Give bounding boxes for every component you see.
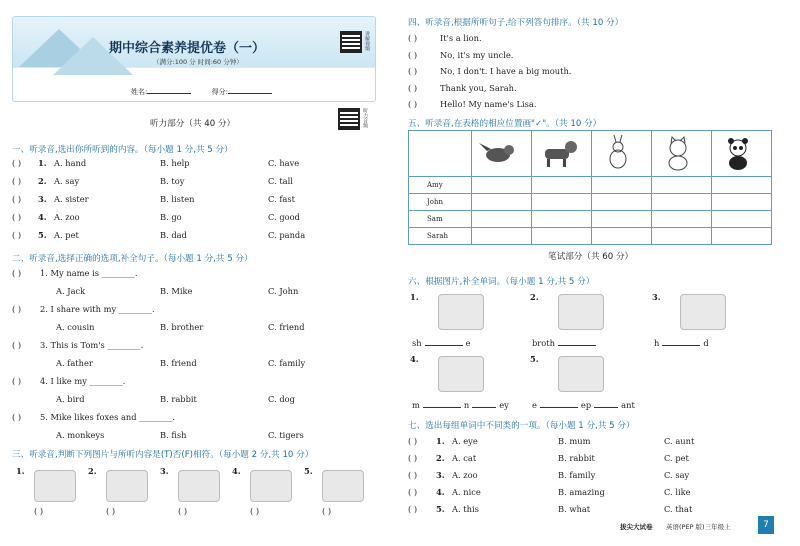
tick-cell[interactable] <box>592 211 652 228</box>
item-number: 1. <box>436 436 445 446</box>
answer-paren[interactable]: ( ) <box>12 158 22 168</box>
answer-paren[interactable]: ( ) <box>408 504 418 514</box>
tick-cell[interactable] <box>652 211 712 228</box>
animal-cell <box>532 131 592 177</box>
answer-sentence: No, it's my uncle. <box>440 49 514 60</box>
option-c[interactable]: C. good <box>268 212 300 222</box>
table-corner <box>409 131 472 177</box>
answer-paren[interactable]: ( ) <box>12 194 22 204</box>
picture-number: 1. <box>16 466 25 476</box>
boy-picture <box>106 470 148 502</box>
tick-cell[interactable] <box>472 177 532 194</box>
word-middle: n <box>463 400 470 410</box>
option-b[interactable]: B. Mike <box>160 286 193 296</box>
answer-paren[interactable]: ( ) <box>12 304 22 314</box>
option-c[interactable]: C. like <box>664 487 691 497</box>
dog-icon <box>533 133 583 173</box>
animal-cell <box>652 131 712 177</box>
item-number: 3. <box>38 194 47 204</box>
blank-line[interactable] <box>594 407 618 408</box>
word-blank[interactable] <box>412 400 509 410</box>
answer-paren[interactable]: ( ) <box>408 436 418 446</box>
blank-line[interactable] <box>425 345 463 346</box>
tick-cell[interactable] <box>652 177 712 194</box>
option-a[interactable]: A. this <box>452 504 479 514</box>
option-a[interactable]: A. cat <box>452 453 477 463</box>
qr-code-icon[interactable] <box>340 31 362 53</box>
animal-cell <box>592 131 652 177</box>
answer-sentence: Hello! My name's Lisa. <box>440 99 537 109</box>
word-blank[interactable] <box>412 338 471 348</box>
item-number: 5. <box>436 504 445 514</box>
word-blank[interactable] <box>532 400 635 410</box>
picture-number: 2. <box>530 292 539 302</box>
option-c[interactable]: C. tigers <box>268 430 304 440</box>
table-row <box>409 177 772 194</box>
option-a[interactable]: A. pet <box>54 230 79 240</box>
word-suffix: d <box>703 338 709 348</box>
children-picture <box>250 470 292 502</box>
table-row <box>409 194 772 211</box>
option-c[interactable]: C. dog <box>268 394 295 404</box>
qr-label: 听力音频 <box>362 108 368 128</box>
cat-icon <box>653 133 703 173</box>
tick-cell[interactable] <box>592 194 652 211</box>
picture-number: 5. <box>530 354 539 364</box>
word-prefix: m <box>412 400 420 410</box>
question-text: 2. I share with my ________. <box>40 304 155 314</box>
table-row <box>409 228 772 245</box>
option-b[interactable]: B. amazing <box>558 487 605 497</box>
word-blank[interactable] <box>654 338 709 348</box>
option-c[interactable]: C. family <box>268 358 306 368</box>
paper-title: 期中综合素养提优卷（一） <box>109 41 266 56</box>
hand-picture <box>680 294 726 330</box>
answer-paren[interactable]: ( ) <box>12 176 22 186</box>
tick-table <box>408 130 772 245</box>
answer-paren[interactable]: ( ) <box>408 33 418 43</box>
option-b[interactable]: B. go <box>160 212 182 222</box>
item-number: 3. <box>436 470 445 480</box>
option-a[interactable]: A. Jack <box>56 286 86 296</box>
blank-line[interactable] <box>558 345 596 346</box>
blank-line[interactable] <box>423 407 461 408</box>
option-b[interactable]: B. brother <box>160 322 204 332</box>
option-c[interactable]: C. tall <box>268 176 293 186</box>
option-a[interactable]: A. sister <box>54 194 89 204</box>
word-prefix: h <box>654 338 660 348</box>
option-c[interactable]: C. fast <box>268 194 295 204</box>
question-text: 4. I like my ________. <box>40 376 126 386</box>
word-prefix: sh <box>412 338 422 348</box>
student-name: John <box>409 194 472 211</box>
option-a[interactable]: A. father <box>56 358 93 368</box>
option-c[interactable]: C. say <box>664 470 690 480</box>
brother-picture <box>558 294 604 330</box>
section-6-title: 六、根据图片,补全单词。（每小题 1 分,共 5 分） <box>408 277 595 287</box>
answer-sentence: It's a lion. <box>440 33 482 43</box>
picture-number: 1. <box>410 292 419 302</box>
blank-line[interactable] <box>472 407 496 408</box>
animal-cell <box>712 131 772 177</box>
question-text: 3. This is Tom's ________. <box>40 340 144 350</box>
question-text: 5. Mike likes foxes and ________. <box>40 412 176 422</box>
table-row <box>409 211 772 228</box>
answer-sentence: Thank you, Sarah. <box>440 82 517 93</box>
tick-cell[interactable] <box>472 194 532 211</box>
monkey-picture <box>438 356 484 392</box>
option-b[interactable]: B. listen <box>160 194 195 204</box>
answer-paren[interactable]: ( ) <box>250 506 260 516</box>
picture-number: 5. <box>304 466 313 476</box>
word-prefix: broth <box>532 338 555 348</box>
option-a[interactable]: A. zoo <box>452 470 478 480</box>
qr-label: 讲解视频 <box>364 31 370 51</box>
blank-line[interactable] <box>662 345 700 346</box>
tick-cell[interactable] <box>592 228 652 245</box>
qr-code-icon[interactable] <box>338 108 360 130</box>
picture-number: 2. <box>88 466 97 476</box>
hand-picture <box>34 470 76 502</box>
option-c[interactable]: C. pet <box>664 453 689 463</box>
option-a[interactable]: A. zoo <box>54 212 80 222</box>
footer-book: 英语(PEP 版)三年级上 <box>666 523 731 531</box>
section-4-title: 四、听录音,根据所听句子,给下列答句排序。（共 10 分） <box>408 18 624 28</box>
answer-paren[interactable]: ( ) <box>408 49 418 60</box>
answer-paren[interactable]: ( ) <box>178 506 188 516</box>
answer-paren[interactable]: ( ) <box>408 470 418 480</box>
option-b[interactable]: B. rabbit <box>558 453 595 463</box>
family-sharing-picture <box>438 294 484 330</box>
answer-paren[interactable]: ( ) <box>12 412 22 422</box>
answer-sentence: No, I don't. I have a big mouth. <box>440 66 572 76</box>
answer-paren[interactable]: ( ) <box>408 66 418 76</box>
option-c[interactable]: C. have <box>268 158 300 168</box>
word-middle: ep <box>580 400 592 410</box>
option-b[interactable]: B. fish <box>160 430 187 440</box>
option-c[interactable]: C. that <box>664 504 693 514</box>
item-number: 4. <box>436 487 445 497</box>
footer-series: 拔尖大试卷 <box>620 523 653 531</box>
pig-picture <box>322 470 364 502</box>
tick-cell[interactable] <box>712 211 772 228</box>
option-b[interactable]: B. friend <box>160 358 197 368</box>
paper-info: （满分:100 分 时间:60 分钟） <box>153 58 243 66</box>
word-suffix: ey <box>499 400 509 410</box>
picture-number: 3. <box>652 292 661 302</box>
option-a[interactable]: A. nice <box>452 487 481 497</box>
answer-paren[interactable]: ( ) <box>408 453 418 463</box>
elephant-picture <box>558 356 604 392</box>
word-blank[interactable] <box>532 338 599 348</box>
option-b[interactable]: B. toy <box>160 176 185 186</box>
option-a[interactable]: A. monkeys <box>56 430 105 440</box>
paper-header <box>12 16 376 102</box>
page-number: 7 <box>758 516 774 534</box>
option-b[interactable]: B. what <box>558 504 591 514</box>
option-a[interactable]: A. bird <box>56 394 85 404</box>
student-name: Sarah <box>409 228 472 245</box>
tick-cell[interactable] <box>532 228 592 245</box>
answer-paren[interactable]: ( ) <box>408 487 418 497</box>
answer-paren[interactable]: ( ) <box>34 506 44 516</box>
writing-title: 笔试部分（共 60 分） <box>548 252 634 262</box>
option-b[interactable]: B. rabbit <box>160 394 197 404</box>
answer-paren[interactable]: ( ) <box>12 268 22 278</box>
student-name: Amy <box>409 177 472 194</box>
tick-cell[interactable] <box>472 211 532 228</box>
tick-cell[interactable] <box>712 228 772 245</box>
option-a[interactable]: A. say <box>54 176 80 186</box>
answer-paren[interactable]: ( ) <box>12 376 22 386</box>
listening-title: 听力部分（共 40 分） <box>150 119 236 129</box>
picture-number: 4. <box>410 354 419 364</box>
option-b[interactable]: B. family <box>558 470 596 480</box>
rabbit-icon <box>593 133 643 173</box>
answer-paren[interactable]: ( ) <box>408 99 418 109</box>
option-c[interactable]: C. friend <box>268 322 305 332</box>
tick-cell[interactable] <box>532 177 592 194</box>
tick-cell[interactable] <box>712 177 772 194</box>
question-text: 1. My name is ________. <box>40 268 138 278</box>
student-name: Sam <box>409 211 472 228</box>
item-number: 2. <box>436 453 445 463</box>
panda-icon <box>713 133 763 173</box>
tick-cell[interactable] <box>532 211 592 228</box>
animal-cell <box>472 131 532 177</box>
option-b[interactable]: B. help <box>160 158 190 168</box>
picture-number: 3. <box>160 466 169 476</box>
bird-icon <box>473 133 523 173</box>
tick-cell[interactable] <box>532 194 592 211</box>
option-c[interactable]: C. panda <box>268 230 306 240</box>
option-c[interactable]: C. aunt <box>664 436 695 446</box>
score-label: 得分: <box>211 88 228 96</box>
word-suffix: e <box>465 338 471 348</box>
item-number: 5. <box>38 230 47 240</box>
section-3-title: 三、听录音,判断下列图片与所听内容是(T)否(F)相符。（每小题 2 分,共 10 分） <box>12 450 314 460</box>
tick-cell[interactable] <box>652 228 712 245</box>
option-a[interactable]: A. hand <box>54 158 87 168</box>
option-a[interactable]: A. eye <box>452 436 478 446</box>
name-field[interactable] <box>131 87 272 97</box>
word-suffix: ant <box>621 400 635 410</box>
option-a[interactable]: A. cousin <box>56 322 95 332</box>
section-2-title: 二、听录音,选择正确的选项,补全句子。（每小题 1 分,共 5 分） <box>12 254 253 264</box>
answer-paren[interactable]: ( ) <box>106 506 116 516</box>
picture-number: 4. <box>232 466 241 476</box>
option-c[interactable]: C. John <box>268 286 299 296</box>
section-7-title: 七、选出每组单词中不同类的一项。（每小题 1 分,共 5 分） <box>408 421 635 431</box>
answer-paren[interactable]: ( ) <box>12 230 22 240</box>
answer-paren[interactable]: ( ) <box>12 212 22 222</box>
section-1-title: 一、听录音,选出你所听到的内容。（每小题 1 分,共 5 分） <box>12 145 233 155</box>
blank-line[interactable] <box>540 407 578 408</box>
tick-cell[interactable] <box>592 177 652 194</box>
family-picture <box>178 470 220 502</box>
item-number: 4. <box>38 212 47 222</box>
tick-cell[interactable] <box>472 228 532 245</box>
word-prefix: e <box>532 400 537 410</box>
answer-paren[interactable]: ( ) <box>322 506 332 516</box>
answer-paren[interactable]: ( ) <box>12 340 22 350</box>
item-number: 1. <box>38 158 47 168</box>
answer-paren[interactable]: ( ) <box>408 82 418 93</box>
option-b[interactable]: B. dad <box>160 230 187 240</box>
option-b[interactable]: B. mum <box>558 436 591 446</box>
name-label: 姓名: <box>131 88 148 96</box>
section-5-title: 五、听录音,在表格的相应位置画"✓"。（共 10 分） <box>408 119 602 129</box>
tick-cell[interactable] <box>712 194 772 211</box>
tick-cell[interactable] <box>652 194 712 211</box>
item-number: 2. <box>38 176 47 186</box>
